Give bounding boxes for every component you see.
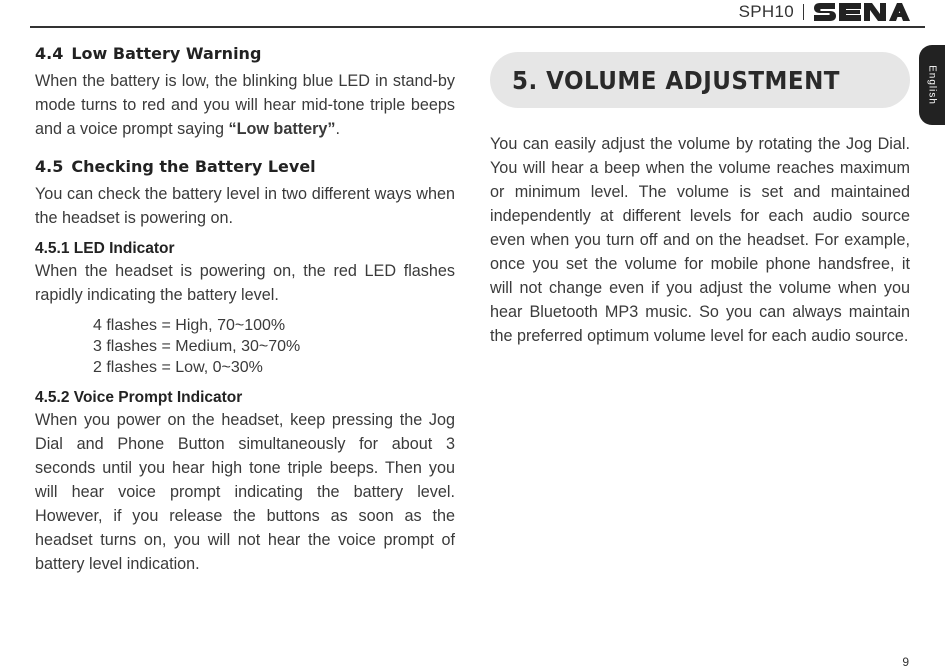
section-4-5-2-heading: 4.5.2 Voice Prompt Indicator — [35, 389, 243, 406]
section-4-5-number: 4.5 — [35, 157, 64, 176]
section-4-5-text: You can check the battery level in two different ways when the headset is powering on. — [35, 185, 455, 227]
list-item: 3 flashes = Medium, 30~70% — [93, 338, 301, 355]
right-column — [490, 52, 910, 348]
model-name: SPH10 — [738, 2, 794, 21]
section-4-4-number: 4.4 — [35, 44, 64, 63]
section-5-banner — [490, 52, 910, 108]
section-4-5-1-heading: 4.5.1 LED Indicator — [35, 240, 175, 257]
section-4-5-heading — [35, 157, 455, 176]
list-item: 4 flashes = High, 70~100% — [93, 317, 286, 334]
section-4-4-text-post: . — [335, 120, 340, 138]
battery-flash-list — [93, 315, 455, 378]
section-5-text: You can easily adjust the volume by rotating the Jog Dial. You will hear a beep when the volume reaches maximum or minimum level. The volume is set and maintained independently at different levels for each audio source even when you turn off and on the headset. For example, once you set the volume for mobile phone handsfree, it will not change even if you adjust the volume when you hear Bluetooth MP3 music. So you can always maintain the preferred optimum volume level for each audio source. — [490, 135, 910, 345]
section-5-title: 5. VOLUME ADJUSTMENT — [512, 65, 840, 95]
page-number: 9 — [902, 655, 909, 669]
section-4-4-text-bold: “Low battery” — [228, 120, 336, 138]
sena-logo — [814, 3, 910, 21]
section-4-4-text-pre: When the battery is low, the blinking blue LED in stand-by mode turns to red and you will hear mid-tone triple beeps and a voice prompt saying — [35, 72, 455, 138]
header-rule — [30, 26, 925, 28]
section-4-5-2-text: When you power on the headset, keep pressing the Jog Dial and Phone Button simultaneously for about 3 seconds until you hear high tone triple beeps. Then you will hear voice prompt indicating the battery level. However, if you release the buttons as soon as the headset turns on, you will not hear the voice prompt of battery level indication. — [35, 411, 455, 573]
list-item: 2 flashes = Low, 0~30% — [93, 359, 263, 376]
section-4-4-text — [35, 69, 455, 141]
section-4-5-title: Checking the Battery Level — [71, 157, 316, 176]
language-tab-label: English — [926, 65, 938, 105]
section-4-5-1-text: When the headset is powering on, the red LED flashes rapidly indicating the battery level. — [35, 262, 455, 304]
header-separator — [803, 4, 804, 20]
left-column — [35, 44, 455, 576]
page-header — [739, 0, 910, 24]
section-4-4-heading — [35, 44, 455, 63]
language-tab — [919, 45, 945, 125]
section-4-4-title: Low Battery Warning — [71, 44, 262, 63]
